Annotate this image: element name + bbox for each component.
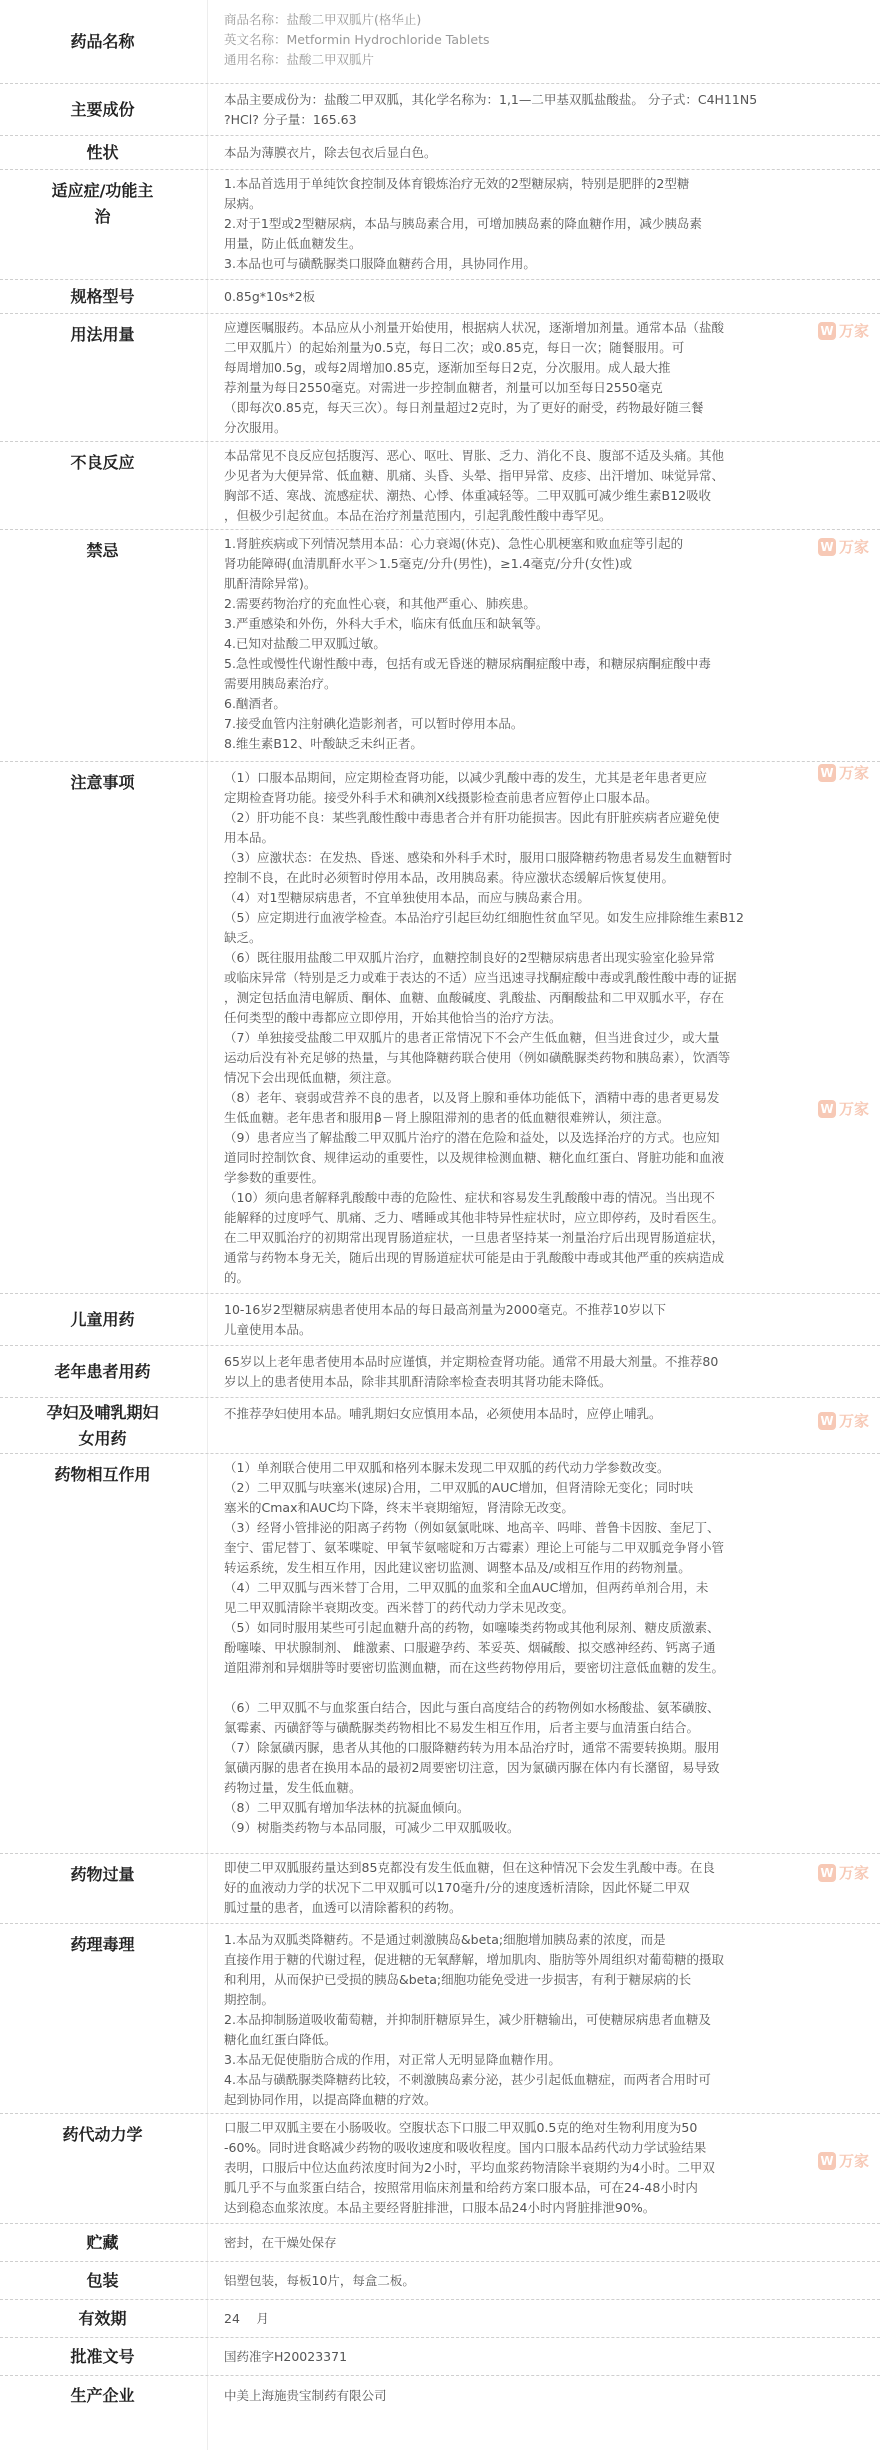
- row-label: 药物相互作用: [54, 1465, 151, 1484]
- watermark-badge-icon: W: [818, 322, 836, 340]
- content-line: 8.维生素B12、叶酸缺乏未纠正者。: [224, 736, 423, 751]
- content-line: ，测定包括血清电解质、酮体、血糖、血酸碱度、乳酸盐、丙酮酸盐和二甲双胍水平，存在: [224, 990, 725, 1005]
- content-line: （7）单独接受盐酸二甲双胍片的患者正常情况下不会产生低血糖，但当进食过少，或大量: [224, 1030, 720, 1045]
- content-line: 本品为薄膜衣片，除去包衣后显白色。: [224, 145, 437, 160]
- content-line: 酚噻嗪、甲状腺制剂、 雌激素、口服避孕药、苯妥英、烟碱酸、拟交感神经药、钙离子通: [224, 1640, 716, 1655]
- content-line: 每周增加0.5g，或每2周增加0.85克，逐渐加至每日2克，分次服用。成人最大推: [224, 360, 671, 375]
- content-line: （5）如同时服用某些可引起血糖升高的药物，如噻嗪类药物或其他利尿剂、糖皮质激素、: [224, 1620, 720, 1635]
- row-label: 适应症/功能主 治: [51, 181, 154, 226]
- content-line: 通用名称：盐酸二甲双胍片: [224, 52, 375, 67]
- watermark-text: 万家: [839, 764, 870, 782]
- content-line: 7.接受血管内注射碘化造影剂者，可以暂时停用本品。: [224, 716, 524, 731]
- content-line: 铝塑包装，每板10片，每盒二板。: [224, 2273, 415, 2288]
- content-line: [224, 1678, 870, 1698]
- row-adverse-reactions: [0, 442, 880, 530]
- row-content: [210, 1454, 880, 1853]
- content-line: （7）除氯磺丙脲，患者从其他的口服降糖药转为用本品治疗时，通常不需要转换期。服用: [224, 1740, 720, 1755]
- content-line: 和利用，从而保护已受损的胰岛&beta;细胞功能免受进一步损害，有利于糖尿病的长: [224, 1972, 692, 1987]
- watermark-badge-icon: W: [818, 1412, 836, 1430]
- row-spec: [0, 280, 880, 314]
- content-line: 4.本品与磺酰脲类降糖药比较，不刺激胰岛素分泌，甚少引起低血糖症，而两者合用时可: [224, 2072, 711, 2087]
- content-line: 商品名称：盐酸二甲双胍片(格华止): [224, 12, 422, 27]
- content-line: 岁以上的患者使用本品，除非其肌酐清除率检查表明其肾功能未降低。: [224, 1374, 612, 1389]
- row-overdose: [0, 1854, 880, 1924]
- row-label: 禁忌: [86, 541, 119, 560]
- row-content: [210, 280, 880, 313]
- row-precautions: [0, 762, 880, 1294]
- content-line: 24 月: [224, 2311, 269, 2326]
- content-line: 情况下会出现低血糖，须注意。: [224, 1070, 400, 1085]
- content-line: （8）老年、衰弱或营养不良的患者，以及肾上腺和垂体功能低下，酒精中毒的患者更易发: [224, 1090, 720, 1105]
- content-line: 1.本品为双胍类降糖药。不是通过刺激胰岛&beta;细胞增加胰岛素的浓度，而是: [224, 1932, 666, 1947]
- content-line: 直接作用于糖的代谢过程，促进糖的无氧酵解，增加肌肉、脂肪等外周组织对葡萄糖的摄取: [224, 1952, 725, 1967]
- row-content: [210, 2114, 880, 2223]
- content-line: 控制不良，在此时必须暂时停用本品，改用胰岛素。待应激状态缓解后恢复使用。: [224, 870, 675, 885]
- row-drug-name: [0, 0, 880, 84]
- content-line: 2.需要药物治疗的充血性心衰，和其他严重心、肺疾患。: [224, 596, 536, 611]
- content-line: 道阻滞剂和异烟肼等时要密切监测血糖，而在这些药物停用后，要密切注意低血糖的发生。: [224, 1660, 725, 1675]
- content-line: （4）对1型糖尿病患者，不宜单独使用本品，而应与胰岛素合用。: [224, 890, 590, 905]
- watermark-text: 万家: [839, 2152, 870, 2170]
- row-storage: [0, 2224, 880, 2262]
- row-content: [210, 1294, 880, 1345]
- content-line: 缺乏。: [224, 930, 262, 945]
- content-line: 定期检查肾功能。接受外科手术和碘剂X线摄影检查前患者应暂停止口服本品。: [224, 790, 658, 805]
- row-label: 儿童用药: [70, 1309, 135, 1329]
- row-label: 主要成份: [70, 99, 135, 119]
- row-pharmacology: [0, 1924, 880, 2114]
- content-line: （1）单剂联合使用二甲双胍和格列本脲未发现二甲双胍的药代动力学参数改变。: [224, 1460, 670, 1475]
- row-content: [210, 2262, 880, 2299]
- row-label: 生产企业: [70, 2386, 135, 2405]
- content-line: 期控制。: [224, 1992, 275, 2007]
- row-content: [210, 1346, 880, 1397]
- watermark-text: 万家: [839, 322, 870, 340]
- content-line: 能解释的过度呼气、肌痛、乏力、嗜睡或其他非特异性症状时，应立即停药，及时看医生。: [224, 1210, 725, 1225]
- row-label: 药代动力学: [62, 2125, 143, 2144]
- row-content: [210, 0, 880, 83]
- content-line: 儿童使用本品。: [224, 1322, 312, 1337]
- content-line: 运动后没有补充足够的热量，与其他降糖药联合使用（例如磺酰脲类药物和胰岛素），饮酒等: [224, 1050, 731, 1065]
- content-line: （1）口服本品期间，应定期检查肾功能，以减少乳酸中毒的发生，尤其是老年患者更应: [224, 770, 707, 785]
- content-line: 国药准字H20023371: [224, 2349, 348, 2364]
- row-ingredients: [0, 84, 880, 136]
- row-label: 包装: [86, 2270, 119, 2290]
- row-label: 有效期: [78, 2308, 127, 2328]
- row-content: [210, 762, 880, 1293]
- content-line: 塞米的Cmax和AUC均下降，终末半衰期缩短，肾清除无改变。: [224, 1500, 574, 1515]
- row-elderly: [0, 1346, 880, 1398]
- content-line: 0.85g*10s*2板: [224, 289, 316, 304]
- row-pregnancy: [0, 1398, 880, 1454]
- content-line: 不推荐孕妇使用本品。哺乳期妇女应慎用本品，必须使用本品时，应停止哺乳。: [224, 1406, 662, 1421]
- row-label: 不良反应: [70, 453, 135, 472]
- content-line: 在二甲双胍治疗的初期常出现胃肠道症状，一旦患者坚持某一剂量治疗后出现胃肠道症状，: [224, 1230, 725, 1245]
- content-line: （8）二甲双胍有增加华法林的抗凝血倾向。: [224, 1800, 470, 1815]
- row-content: [210, 2376, 880, 2416]
- content-line: 需要用胰岛素治疗。: [224, 676, 337, 691]
- content-line: 好的血液动力学的状况下二甲双胍可以170毫升/分的速度透析清除，因此怀疑二甲双: [224, 1880, 690, 1895]
- content-line: （6）既往服用盐酸二甲双胍片治疗，血糖控制良好的2型糖尿病患者出现实验室化验异常: [224, 950, 715, 965]
- content-line: 的。: [224, 1270, 250, 1285]
- row-content: [210, 136, 880, 169]
- watermark-badge-icon: W: [818, 1100, 836, 1118]
- watermark-badge-icon: W: [818, 764, 836, 782]
- content-line: （10）须向患者解释乳酸酸中毒的危险性、症状和容易发生乳酸酸中毒的情况。当出现不: [224, 1190, 715, 1205]
- row-label: 注意事项: [70, 773, 135, 792]
- row-label: 用法用量: [70, 325, 135, 344]
- content-line: -60%。同时进食略减少药物的吸收速度和吸收程度。国内口服本品药代动力学试验结果: [224, 2140, 707, 2155]
- watermark-badge-icon: W: [818, 2152, 836, 2170]
- content-line: 用本品。: [224, 830, 275, 845]
- watermark-text: 万家: [839, 1100, 870, 1118]
- row-pharmacokinetics: [0, 2114, 880, 2224]
- row-content: [210, 2338, 880, 2375]
- content-line: 3.严重感染和外伤，外科大手术，临床有低血压和缺氧等。: [224, 616, 549, 631]
- watermark-text: 万家: [839, 1412, 870, 1430]
- content-line: 密封，在干燥处保存: [224, 2235, 337, 2250]
- content-line: 生低血糖。老年患者和服用β－肾上腺阻滞剂的患者的低血糖很难辨认，须注意。: [224, 1110, 670, 1125]
- row-label: 性状: [86, 142, 119, 162]
- row-content: [210, 442, 880, 529]
- content-line: 胸部不适、寒战、流感症状、潮热、心悸、体重减轻等。二甲双胍可减少维生素B12吸收: [224, 488, 711, 503]
- content-line: 转运系统，发生相互作用，因此建议密切监测、调整本品及/或相互作用的药物剂量。: [224, 1560, 691, 1575]
- content-line: 胍过量的患者，血透可以清除蓄积的药物。: [224, 1900, 462, 1915]
- row-content: [210, 2300, 880, 2337]
- content-line: 达到稳态血浆浓度。本品主要经肾脏排泄，口服本品24小时内肾脏排泄90%。: [224, 2200, 656, 2215]
- content-line: 1.肾脏疾病或下列情况禁用本品：心力衰竭(休克)、急性心肌梗塞和败血症等引起的: [224, 536, 684, 551]
- content-line: 或临床异常（特别是乏力或难于表达的不适）应当迅速寻找酮症酸中毒或乳酸性酸中毒的证据: [224, 970, 737, 985]
- row-dosage: [0, 314, 880, 442]
- row-content: [210, 170, 880, 279]
- content-line: ?HCl? 分子量：165.63: [224, 112, 357, 127]
- content-line: 即使二甲双胍服药量达到85克都没有发生低血糖，但在这种情况下会发生乳酸中毒。在良: [224, 1860, 715, 1875]
- content-line: （2）二甲双胍与呋塞米(速尿)合用，二甲双胍的AUC增加，但肾清除无变化；同时呋: [224, 1480, 694, 1495]
- row-content: [210, 2224, 880, 2261]
- content-line: 应遵医嘱服药。本品应从小剂量开始使用，根据病人状况，逐渐增加剂量。通常本品（盐酸: [224, 320, 725, 335]
- content-line: 氯磺丙脲的患者在换用本品的最初2周要密切注意，因为氯磺丙脲在体内有长潴留，易导致: [224, 1760, 720, 1775]
- row-approval-number: [0, 2338, 880, 2376]
- row-label: 规格型号: [70, 286, 135, 306]
- content-line: （即每次0.85克，每天三次）。每日剂量超过2克时，为了更好的耐受，药物最好随三餐: [224, 400, 704, 415]
- content-line: 表明，口服后中位达血药浓度时间为2小时，平均血浆药物清除半衰期约为4小时。二甲双: [224, 2160, 715, 2175]
- watermark-badge-icon: W: [818, 1864, 836, 1882]
- content-line: 本品主要成份为：盐酸二甲双胍，其化学名称为：1,1—二甲基双胍盐酸盐。 分子式：C4H11N5: [224, 92, 758, 107]
- row-label: 药理毒理: [70, 1935, 135, 1954]
- content-line: （5）应定期进行血液学检查。本品治疗引起巨幼红细胞性贫血罕见。如发生应排除维生素B12: [224, 910, 744, 925]
- row-content: [210, 314, 880, 441]
- content-line: 肾功能障碍(血清肌酐水平＞1.5毫克/分升(男性)，≥1.4毫克/分升(女性)或: [224, 556, 633, 571]
- content-line: 用量，防止低血糖发生。: [224, 236, 362, 251]
- content-line: 学参数的重要性。: [224, 1170, 325, 1185]
- content-line: 1.本品首选用于单纯饮食控制及体育锻炼治疗无效的2型糖尿病，特别是肥胖的2型糖: [224, 176, 690, 191]
- content-line: 中美上海施贵宝制药有限公司: [224, 2388, 387, 2403]
- row-label: 老年患者用药: [54, 1361, 151, 1381]
- row-indications: [0, 170, 880, 280]
- row-label: 药物过量: [70, 1865, 135, 1884]
- row-interactions: [0, 1454, 880, 1854]
- row-content: [210, 1924, 880, 2113]
- content-line: 口服二甲双胍主要在小肠吸收。空腹状态下口服二甲双胍0.5克的绝对生物利用度为50: [224, 2120, 698, 2135]
- content-line: （9）树脂类药物与本品同服，可减少二甲双胍吸收。: [224, 1820, 520, 1835]
- content-line: 见二甲双胍清除半衰期改变。西米替丁的药代动力学未见改变。: [224, 1600, 575, 1615]
- content-line: 4.已知对盐酸二甲双胍过敏。: [224, 636, 386, 651]
- row-manufacturer: [0, 2376, 880, 2416]
- content-line: 少见者为大便异常、低血糖、肌痛、头昏、头晕、指甲异常、皮疹、出汗增加、味觉异常、: [224, 468, 725, 483]
- content-line: 起到协同作用，以提高降血糖的疗效。: [224, 2092, 437, 2107]
- row-label: 批准文号: [70, 2346, 135, 2366]
- content-line: 5.急性或慢性代谢性酸中毒，包括有或无昏迷的糖尿病酮症酸中毒，和糖尿病酮症酸中毒: [224, 656, 711, 671]
- content-line: 尿病。: [224, 196, 262, 211]
- content-line: （3）经肾小管排泌的阳离子药物（例如氨氯吡咪、地高辛、吗啡、普鲁卡因胺、奎尼丁、: [224, 1520, 720, 1535]
- content-line: （6）二甲双胍不与血浆蛋白结合，因此与蛋白高度结合的药物例如水杨酸盐、氨苯磺胺、: [224, 1700, 720, 1715]
- watermark-text: 万家: [839, 1864, 870, 1882]
- content-line: 英文名称：Metformin Hydrochloride Tablets: [224, 32, 490, 47]
- content-line: 糖化血红蛋白降低。: [224, 2032, 337, 2047]
- content-line: 肌酐清除异常)。: [224, 576, 317, 591]
- content-line: （3）应激状态：在发热、昏迷、感染和外科手术时，服用口服降糖药物患者易发生血糖暂时: [224, 850, 732, 865]
- row-contraindications: [0, 530, 880, 762]
- watermark-badge-icon: W: [818, 538, 836, 556]
- row-children: [0, 1294, 880, 1346]
- content-line: 65岁以上老年患者使用本品时应谨慎，并定期检查肾功能。通常不用最大剂量。不推荐80: [224, 1354, 719, 1369]
- content-line: 2.本品抑制肠道吸收葡萄糖，并抑制肝糖原异生，减少肝糖输出，可使糖尿病患者血糖及: [224, 2012, 711, 2027]
- row-validity: [0, 2300, 880, 2338]
- content-line: 荐剂量为每日2550毫克。对需进一步控制血糖者，剂量可以加至每日2550毫克: [224, 380, 663, 395]
- content-line: 氯霉素、丙磺舒等与磺酰脲类药物相比不易发生相互作用，后者主要与血清蛋白结合。: [224, 1720, 700, 1735]
- content-line: 任何类型的酸中毒都应立即停用，开始其他恰当的治疗方法。: [224, 1010, 562, 1025]
- content-line: 分次服用。: [224, 420, 287, 435]
- content-line: 道同时控制饮食、规律运动的重要性，以及规律检测血糖、糖化血红蛋白、肾脏功能和血液: [224, 1150, 725, 1165]
- content-line: 二甲双胍片）的起始剂量为0.5克，每日二次；或0.85克，每日一次；随餐服用。可: [224, 340, 685, 355]
- content-line: 3.本品也可与磺酰脲类口服降血糖药合用，具协同作用。: [224, 256, 536, 271]
- content-line: ，但极少引起贫血。本品在治疗剂量范围内，引起乳酸性酸中毒罕见。: [224, 508, 612, 523]
- row-label: 药品名称: [70, 31, 135, 51]
- content-line: 10-16岁2型糖尿病患者使用本品的每日最高剂量为2000毫克。不推荐10岁以下: [224, 1302, 666, 1317]
- row-package: [0, 2262, 880, 2300]
- content-line: 通常与药物本身无关，随后出现的胃肠道症状可能是由于乳酸酸中毒或其他严重的疾病造成: [224, 1250, 725, 1265]
- content-line: （4）二甲双胍与西米替丁合用，二甲双胍的血浆和全血AUC增加，但两药单剂合用，未: [224, 1580, 709, 1595]
- content-line: （2）肝功能不良：某些乳酸性酸中毒患者合并有肝功能损害。因此有肝脏疾病者应避免使: [224, 810, 720, 825]
- row-label: 贮藏: [86, 2232, 119, 2252]
- content-line: 胍几乎不与血浆蛋白结合，按照常用临床剂量和给药方案口服本品，可在24-48小时内: [224, 2180, 698, 2195]
- content-line: （9）患者应当了解盐酸二甲双胍片治疗的潜在危险和益处，以及选择治疗的方式。也应知: [224, 1130, 720, 1145]
- row-content: [210, 1854, 880, 1923]
- content-line: 2.对于1型或2型糖尿病，本品与胰岛素合用，可增加胰岛素的降血糖作用，减少胰岛素: [224, 216, 702, 231]
- content-line: 本品常见不良反应包括腹泻、恶心、呕吐、胃胀、乏力、消化不良、腹部不适及头痛。其他: [224, 448, 725, 463]
- content-line: 奎宁、雷尼替丁、氨苯喋啶、甲氧苄氨嘧啶和万古霉素）理论上可能与二甲双胍竞争肾小管: [224, 1540, 725, 1555]
- row-content: [210, 1398, 880, 1453]
- content-line: 6.酗酒者。: [224, 696, 286, 711]
- row-content: [210, 530, 880, 761]
- row-character: [0, 136, 880, 170]
- content-line: 3.本品无促使脂肪合成的作用，对正常人无明显降血糖作用。: [224, 2052, 561, 2067]
- content-line: 药物过量，发生低血糖。: [224, 1780, 362, 1795]
- watermark-text: 万家: [839, 538, 870, 556]
- row-label: 孕妇及哺乳期妇 女用药: [46, 1402, 159, 1448]
- row-content: [210, 84, 880, 135]
